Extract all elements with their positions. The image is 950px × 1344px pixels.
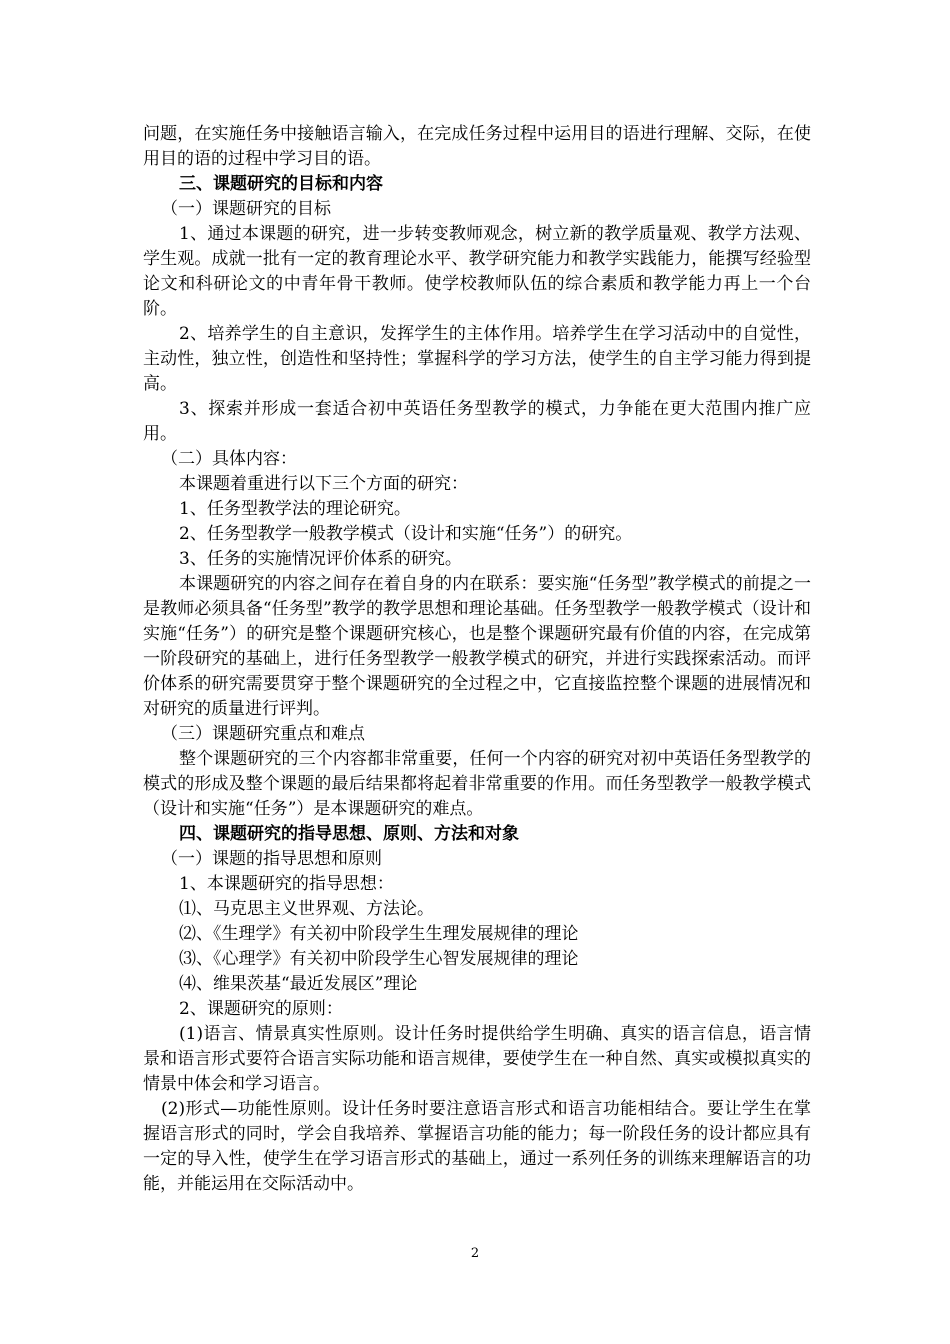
key-points-text: 整个课题研究的三个内容都非常重要，任何一个内容的研究对初中英语任务型教学的模式的形成及整个课题的最后结果都将起着非常重要的作用。而任务型教学一般教学模式（设计和实施“任务”）是本课题研究的难点。 xyxy=(143,749,811,819)
goal-3: 3、探索并形成一套适合初中英语任务型教学的模式，力争能在更大范围内推广应用。 xyxy=(143,399,811,444)
content-item-2: 2、任务型教学一般教学模式（设计和实施“任务”）的研究。 xyxy=(179,524,633,544)
subheading-content: （二）具体内容： xyxy=(161,449,297,469)
guiding-intro: 1、本课题研究的指导思想： xyxy=(179,874,394,894)
subheading-guiding: （一）课题的指导思想和原则 xyxy=(161,849,382,869)
section-heading-3: 三、课题研究的目标和内容 xyxy=(179,174,383,194)
principle-2: (2)形式—功能性原则。设计任务时要注意语言形式和语言功能相结合。要让学生在掌握语言形式的同时，学会自我培养、掌握语言功能的能力；每一阶段任务的设计都应具有一定的导入性，使学生在学习语言形式的基础上，通过一系列任务的训练来理解语言的功能，并能运用在交际活动中。 xyxy=(143,1099,811,1194)
content-item-3: 3、任务的实施情况评价体系的研究。 xyxy=(179,549,462,569)
guiding-item-4: ⑷、维果茨基“最近发展区”理论 xyxy=(179,974,418,994)
guiding-item-1: ⑴、马克思主义世界观、方法论。 xyxy=(179,899,434,919)
page-number: 2 xyxy=(470,1246,480,1261)
paragraph-continuation: 问题，在实施任务中接触语言输入，在完成任务过程中运用目的语进行理解、交际，在使用目的语的过程中学习目的语。 xyxy=(143,124,811,169)
content-intro: 本课题着重进行以下三个方面的研究： xyxy=(179,474,468,494)
goal-1: 1、通过本课题的研究，进一步转变教师观念，树立新的教学质量观、教学方法观、学生观。成就一批有一定的教育理论水平、教学研究能力和教学实践能力，能撰写经验型论文和科研论文的中青年骨干教师。使学校教师队伍的综合素质和教学能力再上一个台阶。 xyxy=(143,224,811,319)
content-relationship: 本课题研究的内容之间存在着自身的内在联系：要实施“任务型”教学模式的前提之一是教师必须具备“任务型”教学的教学思想和理论基础。任务型教学一般教学模式（设计和实施“任务”）的研究是整个课题研究核心，也是整个课题研究最有价值的内容，在完成第一阶段研究的基础上，进行任务型教学一般教学模式的研究，并进行实践探索活动。而评价体系的研究需要贯穿于整个课题研究的全过程之中，它直接监控整个课题的进展情况和对研究的质量进行评判。 xyxy=(143,574,811,719)
subheading-key-points: （三）课题研究重点和难点 xyxy=(161,724,365,744)
document-page xyxy=(143,122,811,1197)
section-heading-4: 四、课题研究的指导思想、原则、方法和对象 xyxy=(179,824,519,844)
content-item-1: 1、任务型教学法的理论研究。 xyxy=(179,499,411,519)
guiding-item-2: ⑵、《生理学》有关初中阶段学生生理发展规律的理论 xyxy=(179,924,579,944)
goal-2: 2、培养学生的自主意识，发挥学生的主体作用。培养学生在学习活动中的自觉性，主动性，独立性，创造性和坚持性；掌握科学的学习方法，使学生的自主学习能力得到提高。 xyxy=(143,324,811,394)
subheading-goals: （一）课题研究的目标 xyxy=(161,199,331,219)
principles-intro: 2、课题研究的原则： xyxy=(179,999,343,1019)
guiding-item-3: ⑶、《心理学》有关初中阶段学生心智发展规律的理论 xyxy=(179,949,579,969)
principle-1: (1)语言、情景真实性原则。设计任务时提供给学生明确、真实的语言信息，语言情景和语言形式要符合语言实际功能和语言规律，要使学生在一种自然、真实或模拟真实的情景中体会和学习语言。 xyxy=(143,1024,811,1094)
